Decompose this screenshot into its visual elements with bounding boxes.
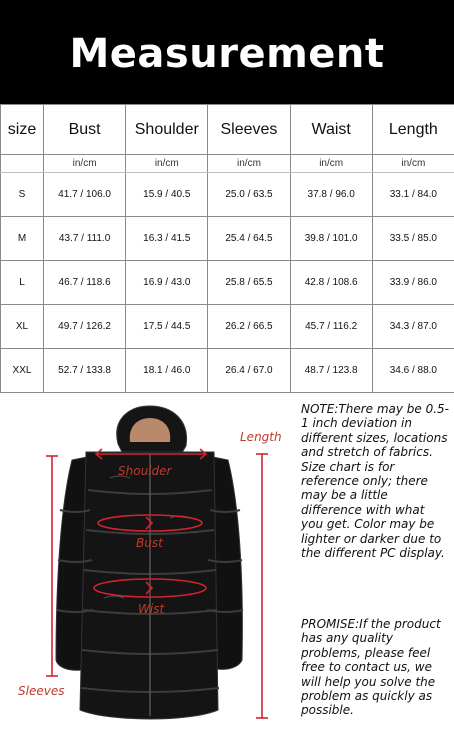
unit-cell: in/cm [290, 155, 372, 173]
table-cell: 48.7 / 123.8 [290, 349, 372, 393]
table-cell: 41.7 / 106.0 [44, 173, 126, 217]
table-cell: 26.4 / 67.0 [208, 349, 290, 393]
table-cell: 49.7 / 126.2 [44, 305, 126, 349]
table-cell: 25.0 / 63.5 [208, 173, 290, 217]
table-cell: 26.2 / 66.5 [208, 305, 290, 349]
table-row [1, 305, 454, 349]
size-cell: XXL [1, 349, 44, 393]
table-cell: 33.9 / 86.0 [372, 261, 454, 305]
waist-label: Wist [138, 602, 164, 616]
bust-label: Bust [136, 536, 163, 550]
table-cell: 16.3 / 41.5 [126, 217, 208, 261]
unit-cell: in/cm [126, 155, 208, 173]
page-title: Measurement [70, 31, 385, 77]
unit-cell: in/cm [372, 155, 454, 173]
size-cell: S [1, 173, 44, 217]
column-header: Shoulder [126, 105, 208, 155]
table-cell: 43.7 / 111.0 [44, 217, 126, 261]
table-cell: 45.7 / 116.2 [290, 305, 372, 349]
table-cell: 33.5 / 85.0 [372, 217, 454, 261]
note-text: NOTE:There may be 0.5-1 inch deviation in different sizes, locations and stretch of fabrics. Size chart is for reference only; there may be a little difference with what you get. Color may be lighter or darker due to the different PC display. [301, 402, 449, 560]
column-header: Length [372, 105, 454, 155]
unit-cell [1, 155, 44, 173]
table-row [1, 217, 454, 261]
shoulder-label: Shoulder [118, 464, 171, 478]
table-row [1, 173, 454, 217]
unit-cell: in/cm [208, 155, 290, 173]
table-cell: 33.1 / 84.0 [372, 173, 454, 217]
table-cell: 42.8 / 108.6 [290, 261, 372, 305]
table-row [1, 261, 454, 305]
table-cell: 52.7 / 133.8 [44, 349, 126, 393]
promise-text: PROMISE:If the product has any quality problems, please feel free to contact us, we will help you solve the problem as quickly as possible. [301, 617, 449, 718]
column-header: Bust [44, 105, 126, 155]
table-header-row [1, 105, 454, 155]
sleeves-label: Sleeves [18, 684, 64, 698]
jacket-body [56, 406, 243, 719]
column-header: Waist [290, 105, 372, 155]
table-cell: 39.8 / 101.0 [290, 217, 372, 261]
table-cell: 37.8 / 96.0 [290, 173, 372, 217]
table-cell: 16.9 / 43.0 [126, 261, 208, 305]
table-cell: 17.5 / 44.5 [126, 305, 208, 349]
column-header: Sleeves [208, 105, 290, 155]
unit-cell: in/cm [44, 155, 126, 173]
table-cell: 15.9 / 40.5 [126, 173, 208, 217]
size-cell: XL [1, 305, 44, 349]
length-label: Length [240, 430, 282, 444]
table-cell: 34.6 / 88.0 [372, 349, 454, 393]
table-cell: 46.7 / 118.6 [44, 261, 126, 305]
size-cell: M [1, 217, 44, 261]
table-cell: 25.4 / 64.5 [208, 217, 290, 261]
size-cell: L [1, 261, 44, 305]
table-cell: 25.8 / 65.5 [208, 261, 290, 305]
units-row [1, 155, 454, 173]
table-cell: 34.3 / 87.0 [372, 305, 454, 349]
table-cell: 18.1 / 46.0 [126, 349, 208, 393]
size-chart-table [0, 104, 454, 393]
header-banner [0, 0, 454, 104]
jacket-figure [0, 390, 300, 741]
table-row [1, 349, 454, 393]
column-header: size [1, 105, 44, 155]
